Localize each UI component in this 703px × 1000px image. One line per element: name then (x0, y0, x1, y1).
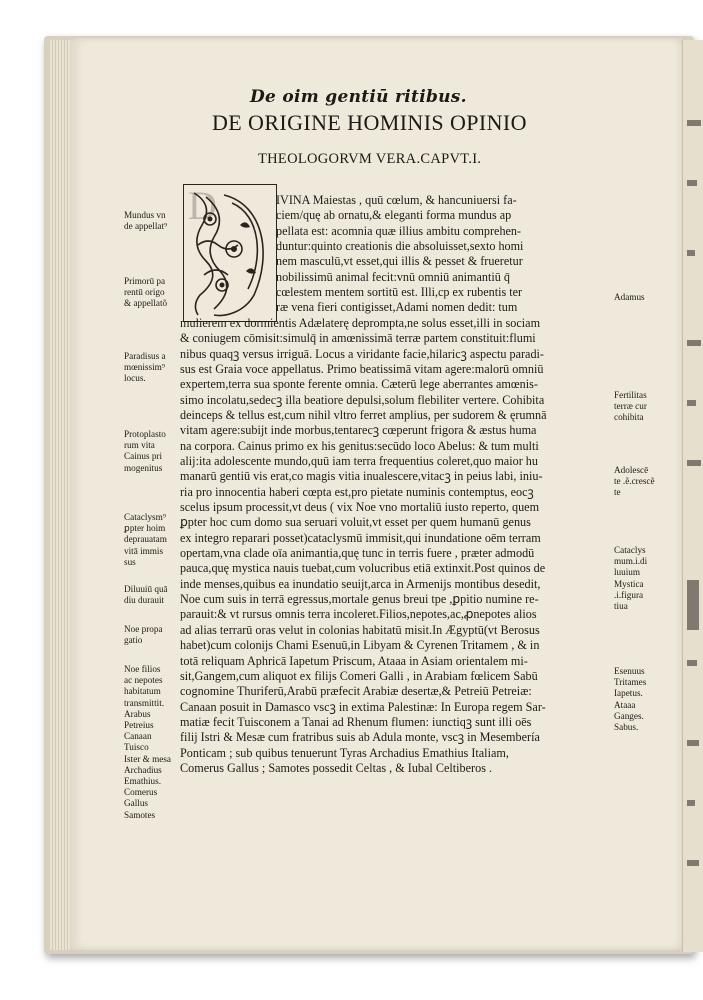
body-line: sit,Gangem,cum aliquot ex filijs Comeri Galli , in Arabiam fœlicem Sabū (180, 668, 538, 683)
margin-note-line: de appellat⁹ (124, 221, 168, 232)
margin-note-line: rum vita (124, 440, 155, 451)
body-line: ad alias terrarū oras velut in colonias habitatū misit.In Ægyptū(vt Berosus (180, 622, 540, 637)
body-line: nem masculū,vt esset,qui illis & pesset & frueretur (276, 254, 523, 269)
margin-note-line: Canaan (124, 731, 152, 742)
body-line: cognomine Thuriferū,Arabū præfecit Arabiæ desertæ,& Petreiū Petreiæ: (180, 684, 532, 699)
body-line: alij:ita adolescente mundo,quū iam terra frequentius coleret,quo maior hu (180, 453, 538, 468)
margin-note-line: gatio (124, 635, 143, 646)
body-line: mulierem ex dormientis Adælaterę deprompta,ne solus esset,illi in sociam (180, 315, 541, 330)
margin-note-line: tiua (614, 601, 628, 612)
margin-note (124, 664, 186, 821)
margin-note-line: te .ẽ.crescẽ (614, 476, 655, 487)
margin-note (124, 584, 186, 606)
margin-note-line: Ganges. (614, 710, 644, 721)
margin-note-line: Diluuiū quā (124, 584, 168, 594)
margin-note-line: Cataclysm⁹ (124, 512, 166, 522)
body-line: simo incolatu,sedecꝫ illa beatiore depulsi,solum flebiliter vertere. Cohibita (180, 392, 545, 407)
margin-note-line: diu durauit (124, 595, 165, 606)
chapter-title: DE ORIGINE HOMINIS OPINIO (212, 110, 527, 135)
margin-note-line: Ataaa (614, 699, 636, 710)
margin-note-line: Archadius (124, 764, 162, 775)
margin-note-line: Cataclys (614, 545, 646, 555)
margin-note-line: .i.figura (614, 589, 644, 600)
margin-note-line: Noe propa (124, 624, 163, 634)
margin-note (124, 351, 186, 385)
body-line: ciem/quę ab ornatu,& eleganti forma mundus ap (276, 208, 512, 223)
margin-note-line: Ister & mesa (124, 753, 171, 764)
margin-note (124, 210, 186, 232)
margin-note-line: terræ cur (614, 401, 647, 412)
body-line: opertam,vna clade oīa animantia,quę tunc in terris fuere , præter admodū (180, 546, 535, 561)
page-stack-edge (50, 40, 72, 950)
body-line: Ponticam ; sub quibus tenuerunt Tyras Archadius Emathius Italiam, (180, 745, 509, 760)
margin-note-line: mogenitus (124, 462, 163, 473)
body-line: Comerus Gallus ; Samotes possedit Celtas , & Iubal Celtiberos . (180, 760, 493, 775)
margin-note-line: Emathius. (124, 776, 162, 787)
margin-note-line: Adamus (614, 292, 645, 302)
margin-note-line: Adolescē (614, 465, 649, 475)
body-line: ꝑpter hoc cum domo sua seruari voluit,vt esset per quem humanū genus (180, 515, 531, 530)
body-line: totā reliquam Aphricā Iapetum Priscum, Ataaa in Asiam orientalem mi- (180, 653, 528, 668)
body-line: habet)cum colonijs Chami Esenuū,in Libyam & Cyrenen Tritamem , & in (180, 638, 540, 653)
body-line: parauit:& vt rursus omnis terra incoleret.Filios,nepotes,ac,ꝓnepotes alios (180, 607, 537, 622)
body-line: ræ vena fieri contigisset,Adami nomen dedit: tum (276, 300, 518, 315)
body-line: nibus quaqꝫ versus irriguā. Locus a viridante facie,hilaricꝫ aspectu paradi- (180, 346, 545, 361)
body-line: vitam agere:subijt inde morbus,tentarecꝫ cœperunt frigora & æstus huma (180, 423, 537, 438)
margin-note-line: Esenuus (614, 666, 645, 676)
margin-note (614, 666, 684, 733)
margin-note-line: habitatum (124, 686, 161, 697)
body-line: expertem,terra sua sponte ferente omnia. Cæterū lege aberrantes amœnis- (180, 377, 538, 392)
chapter-subtitle: THEOLOGORVM VERA.CAPVT.I. (258, 151, 482, 167)
margin-note-line: deprauatam (124, 534, 167, 545)
margin-note (614, 390, 684, 424)
body-line: ex integro reparari posset)cataclysmū immisit,qui inundatione oēm terram (180, 530, 541, 545)
initial-letter: D (188, 185, 217, 228)
body-line: matiæ fecit Tuisconem a Tanai ad Rhenum flumen: iunctiqꝫ sunt illi oēs (180, 714, 532, 729)
ornament-illustration (184, 185, 276, 321)
margin-note-line: & appellatõ (124, 298, 168, 309)
margin-note-line: mœnissim⁹ (124, 362, 165, 373)
body-line: ria pro innocentia haberi cœpta est,pro pietate numinis contemptus, eocꝫ (180, 484, 534, 499)
margin-note (614, 465, 684, 499)
body-line: scelus ipsum processit,vt deus ( vix Noe vno mortaliū iusto reperto, quem (180, 500, 540, 514)
margin-note-line: Noe filios (124, 664, 161, 674)
margin-note-line: Tritames (614, 677, 647, 688)
body-line: IVINA Maiestas , quū cœlum, & hancuniuersi fa- (276, 193, 517, 207)
margin-note-line: Cainus pri (124, 451, 163, 462)
margin-note-line: transmittit. (124, 697, 165, 708)
margin-note (124, 624, 186, 646)
body-line: deinceps & tellus est,cum nihil vltro ferret amplius, per sudorem & ęrumnā (180, 407, 547, 422)
body-line: duntur:quinto creationis die absoluisset,sexto homi (276, 239, 524, 254)
margin-note (614, 292, 684, 303)
body-line: Canaan posuit in Damasco vscꝫ in extima Palestinæ: In Europa regem Sar- (180, 699, 546, 714)
margin-note (124, 429, 186, 474)
margin-note (124, 512, 186, 568)
margin-note-line: sus (124, 556, 136, 567)
margin-note-line: luuium (614, 567, 641, 578)
margin-note-line: cohibita (614, 412, 644, 423)
margin-note (614, 545, 684, 612)
margin-note-line: Fertilitas (614, 390, 647, 400)
margin-note-line: Sabus. (614, 722, 639, 733)
margin-note-line: Tuisco (124, 742, 149, 753)
body-line: pauca,quę mystica nauis tuebat,cum volucribus etiā extinxit.Post quinos de (180, 561, 546, 576)
body-line: manarū gentiū vis erat,co magis vitia inualescere,vitacꝫ in peius labi, iniu- (180, 469, 543, 484)
margin-note-line: ꝑpter hoim (124, 523, 166, 534)
running-head: De oim gentiū ritibus. (250, 87, 467, 107)
body-line: nobilissimū animal fecit:vnū omniū animantiū q̄ (276, 269, 510, 284)
body-line: Noe cum suis in terrā egressus,mortale genus breui tpe ,ꝑpitio numine re- (180, 592, 539, 607)
margin-note-line: Mystica (614, 578, 644, 589)
margin-note-line: Iapetus. (614, 688, 643, 699)
body-line: filij Istri & Mesæ cum fratribus suis ab Adula monte, vscꝫ in Mesembería (180, 730, 540, 745)
margin-note-line: Arabus (124, 708, 151, 719)
margin-note-line: mum.i.di (614, 556, 648, 567)
facing-page-edge (682, 40, 703, 952)
margin-note-line: ac nepotes (124, 675, 163, 686)
margin-note (124, 276, 186, 310)
margin-note-line: Gallus (124, 798, 148, 809)
margin-note-line: te (614, 487, 621, 498)
body-line: na corpora. Cainus primo ex his genitus:secūdo loco Abelus: & tum multi (180, 438, 539, 453)
body-line: pellata est: acomnia quæ illius ambitu comprehen- (276, 223, 522, 238)
margin-note-line: Mundus vn (124, 210, 166, 220)
body-line: cœlestem mentem sortitū est. Illi,cp ex rubentis ter (276, 285, 523, 300)
body-line: & coniugem cōmisit:simulq̄ in amœnissimā terræ partem constituit:flumi (180, 331, 536, 346)
margin-note-line: rentū origo (124, 287, 165, 298)
margin-note-line: Primorū pa (124, 276, 166, 286)
margin-note-line: vitā immis (124, 545, 164, 556)
margin-note-line: locus. (124, 373, 146, 384)
margin-note-line: Protoplasto (124, 429, 166, 439)
margin-note-line: Petreius (124, 720, 154, 731)
margin-note-line: Paradisus a (124, 351, 166, 361)
decorated-initial (183, 184, 277, 322)
margin-note-line: Samotes (124, 809, 156, 820)
body-line: sus est Graia voce appellatus. Primo beatissimā vitam agere:malorū omniū (180, 361, 544, 376)
margin-note-line: Comerus (124, 787, 158, 798)
body-line: inde menses,quibus ea inundatio seuijt,arca in Armenijs montibus desedit, (180, 576, 541, 591)
